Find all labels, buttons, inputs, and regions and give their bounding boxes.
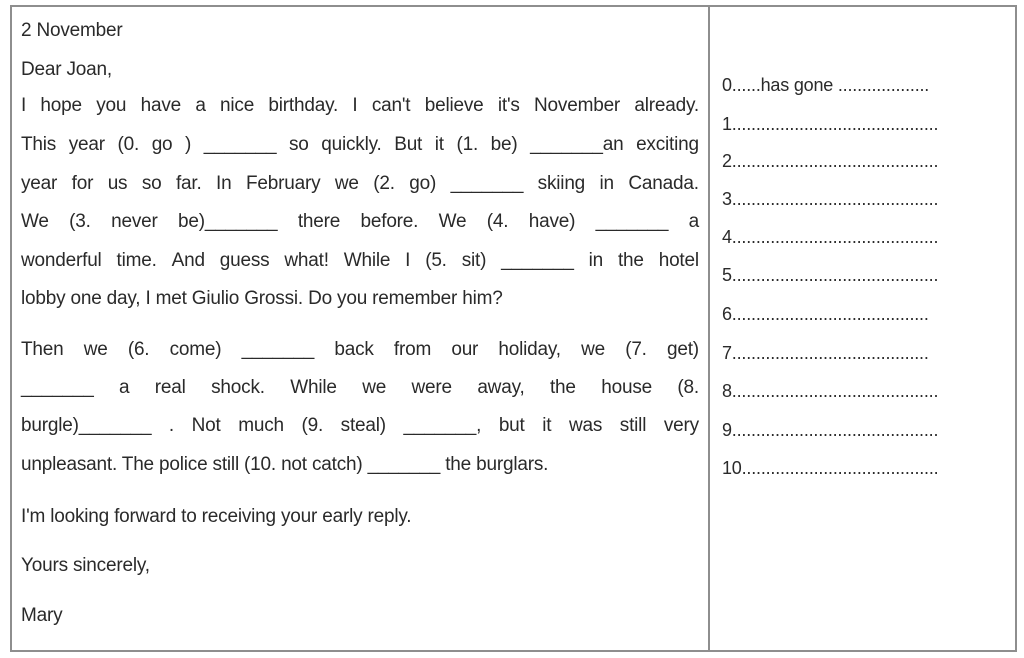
letter-word: so xyxy=(288,134,309,155)
letter-word: be)_______ xyxy=(178,211,278,232)
letter-word: believe xyxy=(424,95,484,116)
letter-closing-line: I'm looking forward to receiving your early reply. xyxy=(21,506,412,527)
letter-word: but xyxy=(498,415,525,436)
letter-word: still xyxy=(619,415,647,436)
letter-word: real xyxy=(154,377,186,398)
letter-word: a xyxy=(688,211,699,232)
answer-line-1[interactable]: 1........................................... xyxy=(722,114,939,134)
letter-word: come) xyxy=(169,339,222,360)
letter-word: us xyxy=(107,173,128,194)
letter-line xyxy=(21,172,699,196)
letter-word: before. xyxy=(360,211,419,232)
letter-word: year xyxy=(21,173,58,194)
letter-word: the xyxy=(549,377,576,398)
letter-word: _______ xyxy=(241,339,315,360)
letter-word: we xyxy=(334,173,359,194)
letter-word: I xyxy=(21,95,27,116)
letter-line: lobby one day, I met Giulio Grossi. Do you remember him? xyxy=(21,288,503,309)
letter-word: we xyxy=(362,377,387,398)
letter-word: a xyxy=(119,377,130,398)
letter-word: _______an xyxy=(530,134,624,155)
letter-word: shock. xyxy=(211,377,265,398)
letter-word: already. xyxy=(634,95,699,116)
answer-line-8[interactable]: 8........................................... xyxy=(722,381,939,401)
letter-word: was xyxy=(568,415,603,436)
letter-word: I xyxy=(405,250,411,271)
letter-word: a xyxy=(195,95,206,116)
answer-line-5[interactable]: 5........................................... xyxy=(722,265,939,285)
letter-word: (9. xyxy=(301,415,324,436)
letter-line xyxy=(21,338,699,362)
letter-word: quickly. xyxy=(321,134,382,155)
letter-date: 2 November xyxy=(21,20,123,41)
letter-line xyxy=(21,249,699,273)
letter-word: we xyxy=(83,339,108,360)
letter-word: Then xyxy=(21,339,64,360)
letter-line xyxy=(21,414,699,438)
letter-greeting: Dear Joan, xyxy=(21,59,112,80)
letter-line xyxy=(21,94,699,118)
answer-line-7[interactable]: 7......................................... xyxy=(722,343,929,363)
letter-word: (6. xyxy=(127,339,150,360)
letter-word: _______ xyxy=(501,250,574,271)
letter-word: And xyxy=(171,250,205,271)
letter-word: This xyxy=(21,134,57,155)
letter-word: go) xyxy=(409,173,437,194)
letter-word: I xyxy=(352,95,358,116)
letter-word: But xyxy=(394,134,423,155)
answer-line-9[interactable]: 9........................................... xyxy=(722,420,939,440)
letter-line: unpleasant. The police still (10. not catch) _______ the burglars. xyxy=(21,454,549,475)
letter-word: (5. xyxy=(425,250,447,271)
letter-word: Not xyxy=(191,415,221,436)
letter-word: (3. xyxy=(69,211,91,232)
letter-word: In xyxy=(216,173,232,194)
letter-word: skiing xyxy=(537,173,586,194)
letter-word: there xyxy=(297,211,341,232)
letter-word: in xyxy=(588,250,604,271)
letter-word: have) xyxy=(528,211,576,232)
letter-word: steal) xyxy=(340,415,386,436)
letter-word: back xyxy=(334,339,374,360)
answer-line-0[interactable]: 0......has gone ................... xyxy=(722,75,930,95)
letter-word: ) xyxy=(185,134,192,155)
letter-word: were xyxy=(411,377,452,398)
letter-word: time. xyxy=(116,250,157,271)
letter-word: burgle)_______ xyxy=(21,415,152,436)
letter-word: far. xyxy=(175,173,202,194)
answer-line-6[interactable]: 6......................................... xyxy=(722,304,929,324)
letter-word: in xyxy=(599,173,614,194)
letter-word: (4. xyxy=(486,211,509,232)
letter-word: what! xyxy=(284,250,329,271)
letter-word: While xyxy=(290,377,337,398)
letter-word: we xyxy=(581,339,605,360)
letter-word: Canada. xyxy=(628,173,699,194)
letter-word: _______ xyxy=(203,134,277,155)
letter-word: February xyxy=(245,173,321,194)
letter-word: year xyxy=(68,134,105,155)
letter-word: While xyxy=(343,250,391,271)
letter-word: November xyxy=(534,95,621,116)
letter-word: can't xyxy=(371,95,411,116)
letter-word: _______, xyxy=(403,415,482,436)
letter-word: guess xyxy=(219,250,270,271)
letter-word: birthday. xyxy=(268,95,339,116)
letter-word: hope xyxy=(40,95,82,116)
letter-word: (8. xyxy=(677,377,699,398)
letter-signature: Mary xyxy=(21,605,63,626)
letter-word: We xyxy=(438,211,467,232)
letter-word: get) xyxy=(666,339,699,360)
letter-word: it's xyxy=(497,95,520,116)
letter-word: (2. xyxy=(373,173,395,194)
letter-word: nice xyxy=(220,95,255,116)
letter-word: exciting xyxy=(636,134,699,155)
letter-word: house xyxy=(601,377,652,398)
answer-line-2[interactable]: 2........................................... xyxy=(722,151,939,171)
letter-line xyxy=(21,133,699,157)
letter-word: be) xyxy=(490,134,518,155)
letter-word: wonderful xyxy=(21,250,102,271)
letter-word: from xyxy=(393,339,432,360)
answer-line-4[interactable]: 4........................................... xyxy=(722,227,939,247)
letter-word: sit) xyxy=(461,250,487,271)
letter-word: it xyxy=(434,134,444,155)
letter-word: holiday, xyxy=(498,339,561,360)
letter-word: (1. xyxy=(456,134,479,155)
letter-word: so xyxy=(141,173,162,194)
letter-word: much xyxy=(238,415,284,436)
letter-word: . xyxy=(168,415,175,436)
letter-word: _______ xyxy=(595,211,669,232)
answer-line-3[interactable]: 3........................................... xyxy=(722,189,939,209)
letter-line xyxy=(21,210,699,234)
letter-word: the xyxy=(617,250,644,271)
letter-word: away, xyxy=(477,377,525,398)
letter-word: _______ xyxy=(450,173,524,194)
letter-word: go xyxy=(151,134,173,155)
letter-word: for xyxy=(71,173,94,194)
letter-line xyxy=(21,376,699,400)
letter-word: our xyxy=(451,339,479,360)
letter-word: very xyxy=(663,415,699,436)
letter-word: you xyxy=(96,95,127,116)
answer-line-10[interactable]: 10......................................... xyxy=(722,458,939,478)
letter-word: _______ xyxy=(21,377,94,398)
letter-word: (0. xyxy=(117,134,140,155)
column-divider xyxy=(708,5,710,652)
letter-word: it xyxy=(542,415,552,436)
letter-word: We xyxy=(21,211,49,232)
letter-sign-off: Yours sincerely, xyxy=(21,555,150,576)
letter-word: hotel xyxy=(658,250,699,271)
letter-word: have xyxy=(140,95,181,116)
letter-word: never xyxy=(111,211,158,232)
letter-word: (7. xyxy=(625,339,647,360)
